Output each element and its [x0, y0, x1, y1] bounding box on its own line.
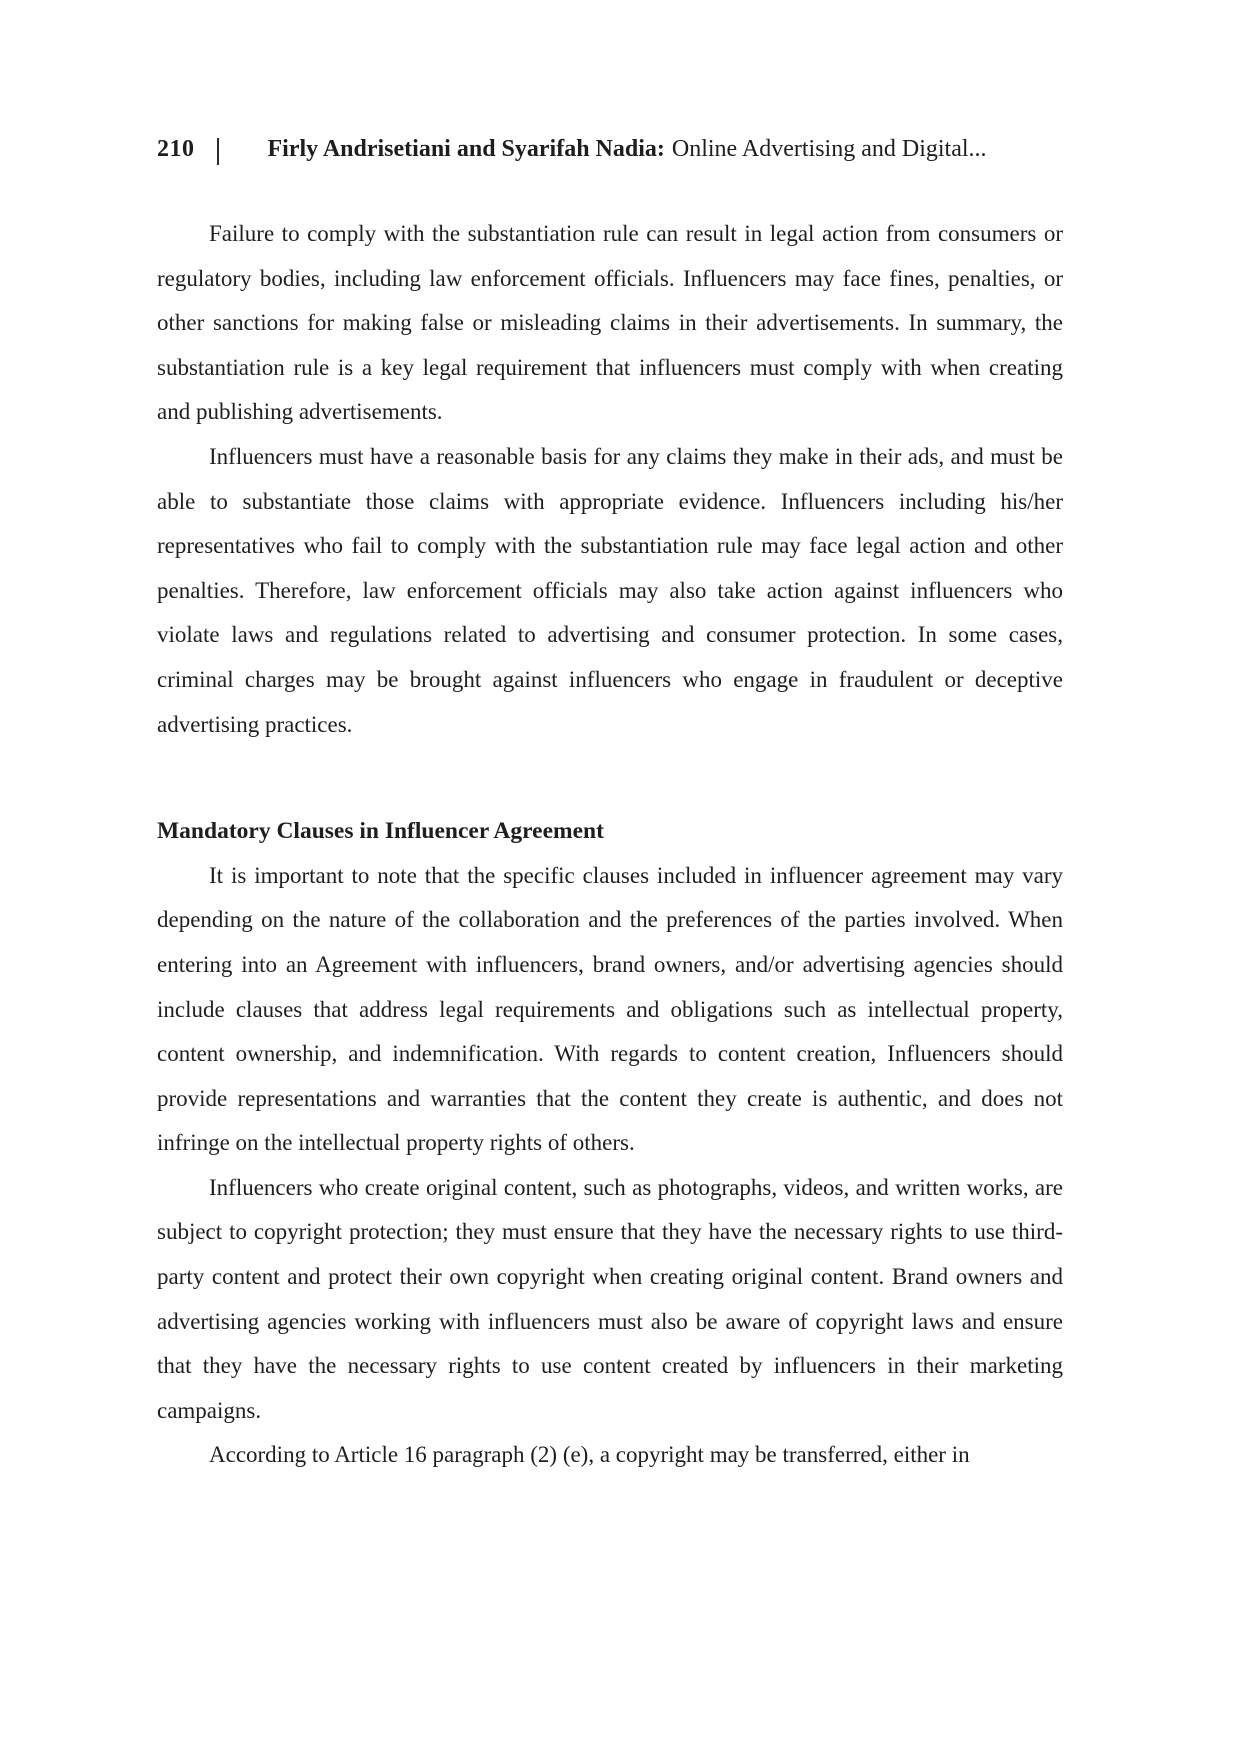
- page-header: [157, 133, 1063, 165]
- running-head-article-title: Online Advertising and Digital...: [671, 136, 987, 162]
- paragraph-reasonable-basis: Influencers must have a reasonable basis for any claims they make in their ads, and must be able to substantiate those claims with appropriate evidence. Influencers including his/her representatives who fail to comply with the substantiation rule may face legal action and other penalties. Therefore, law enforcement officials may also take action against influencers who violate laws and regulations related to advertising and consumer protection. In some cases, criminal charges may be brought against influencers who engage in fraudulent or deceptive advertising practices.: [157, 443, 1063, 737]
- running-head-text: [268, 133, 987, 165]
- paragraph-agreement-clauses: It is important to note that the specific clauses included in influencer agreement may vary depending on the nature of the collaboration and the preferences of the parties involved. When entering into an Agreement with influencers, brand owners, and/or advertising agencies should include clauses that address legal requirements and obligations such as intellectual property, content ownership, and indemnification. With regards to content creation, Influencers should provide representations and warranties that the content they create is authentic, and does not infringe on the intellectual property rights of others.: [157, 862, 1063, 1156]
- paragraph-copyright-protection: Influencers who create original content, such as photographs, videos, and written works, are subject to copyright protection; they must ensure that they have the necessary rights to use third-party content and protect their own copyright when creating original content. Brand owners and advertising agencies working with influencers must also be aware of copyright laws and ensure that they have the necessary rights to use content created by influencers in their marketing campaigns.: [157, 1174, 1063, 1423]
- paragraph-substantiation-consequences: Failure to comply with the substantiation rule can result in legal action from consumers or regulatory bodies, including law enforcement officials. Influencers may face fines, penalties, or other sanctions for making false or misleading claims in their advertisements. In summary, the substantiation rule is a key legal requirement that influencers must comply with when creating and publishing advertisements.: [157, 221, 1063, 425]
- paragraph-article-16: According to Article 16 paragraph (2) (e), a copyright may be transferred, either in: [209, 1442, 970, 1468]
- page-body: [157, 212, 1063, 1478]
- page-number: 210: [157, 136, 195, 162]
- header-divider: [217, 138, 219, 165]
- section-heading-mandatory-clauses: Mandatory Clauses in Influencer Agreement: [157, 818, 604, 845]
- running-head-authors: Firly Andrisetiani and Syarifah Nadia:: [267, 136, 665, 162]
